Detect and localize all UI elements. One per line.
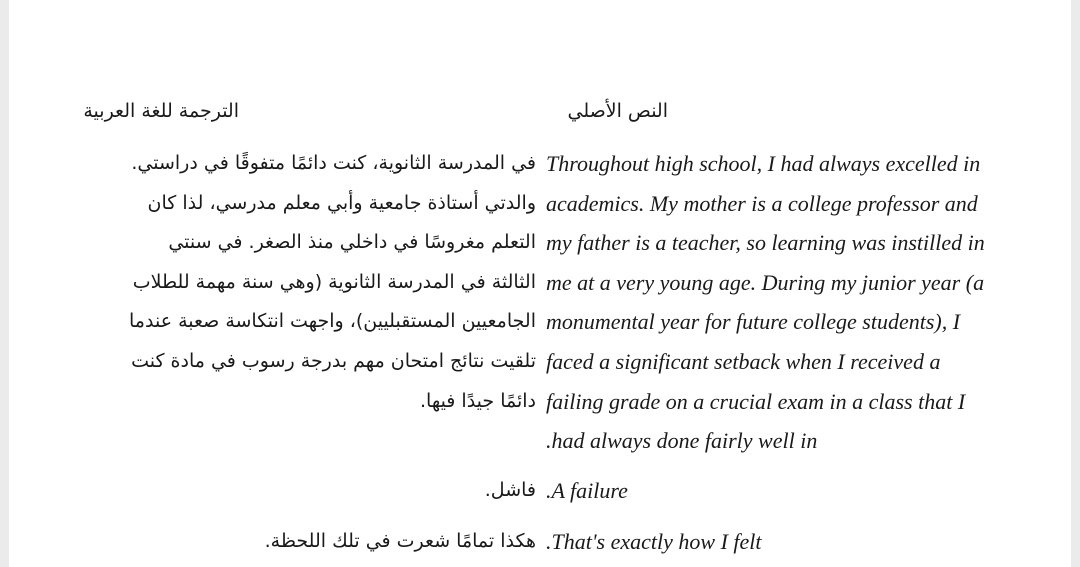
translation-line: التعلم مغروسًا في داخلي منذ الصغر. في سنتي (168, 231, 536, 254)
original-line: me at a very young age. During my junior year (a (546, 269, 985, 295)
translation-line: دائمًا جيدًا فيها. (419, 389, 536, 412)
original-column-header: النص الأصلي (567, 100, 668, 122)
original-paragraph-3 (546, 522, 1066, 562)
original-line: academics. My mother is a college professor and (546, 190, 978, 216)
translation-line: الثالثة في المدرسة الثانوية (وهي سنة مهمة للطلاب (132, 270, 536, 293)
translation-line: والدتي أستاذة جامعية وأبي معلم مدرسي، لذا كان (147, 191, 536, 214)
translation-paragraph-1 (36, 144, 536, 421)
translation-line: هكذا تمامًا شعرت في تلك اللحظة. (264, 530, 536, 552)
original-paragraph-2 (546, 471, 1066, 511)
original-line: failing grade on a crucial exam in a class that I (546, 388, 966, 414)
translation-paragraph-2 (36, 471, 536, 511)
original-line: That's exactly how I felt. (546, 529, 762, 554)
translation-line: تلقيت نتائج امتحان مهم بدرجة رسوب في مادة كنت (131, 349, 536, 372)
translation-line: فاشل. (484, 479, 536, 501)
original-line: my father is a teacher, so learning was instilled in (546, 230, 985, 256)
original-line: A failure. (546, 478, 628, 503)
translation-line: في المدرسة الثانوية، كنت دائمًا متفوقًا في دراستي. (131, 152, 536, 174)
translation-line: الجامعيين المستقبليين)، واجهت انتكاسة صعبة عندما (129, 310, 536, 333)
original-line: faced a significant setback when I received a (546, 348, 941, 374)
original-line: Throughout high school, I had always excelled in (546, 151, 981, 176)
translation-paragraph-3 (36, 522, 536, 562)
original-line: monumental year for future college students), I (546, 309, 961, 335)
translation-column-header: الترجمة للغة العربية (83, 100, 239, 122)
original-line: had always done fairly well in. (546, 428, 818, 454)
original-paragraph-1 (546, 144, 1066, 461)
document-page (9, 0, 1071, 567)
